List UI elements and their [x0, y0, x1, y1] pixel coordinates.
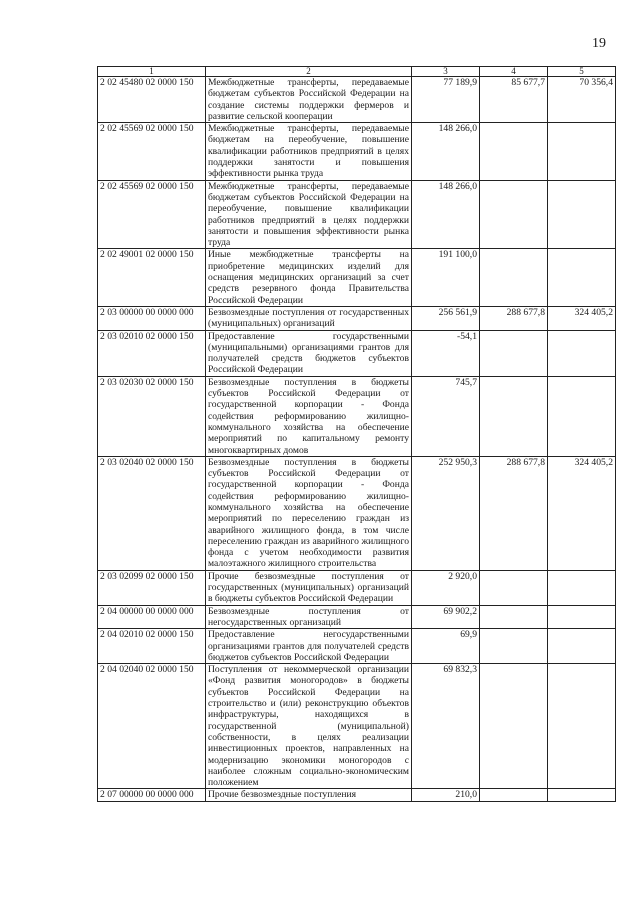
header-col-2: 2	[206, 67, 412, 77]
revenue-name: Безвозмездные поступления в бюджеты субъектов Российской Федерации от государственной корпорации - Фонда содействия реформированию жилищно-коммунального хозяйства на обеспечение мероприятий по переселению граждан из аварийного жилищного фонда, в том числе переселению граждан из аварийного жилищного фонда с учетом необходимости развития малоэтажного жилищного строительства	[206, 456, 412, 570]
header-col-5: 5	[548, 67, 616, 77]
amount-col-5	[548, 249, 616, 306]
revenue-code: 2 03 02010 02 0000 150	[98, 330, 206, 376]
table-header-row	[98, 67, 616, 77]
revenue-name: Иные межбюджетные трансферты на приобретение медицинских изделий для оснащения медицинских организаций за счет средств резервного фонда Правительства Российской Федерации	[206, 249, 412, 306]
amount-col-3: 210,0	[412, 789, 480, 801]
revenue-name: Безвозмездные поступления от негосударственных организаций	[206, 605, 412, 629]
revenue-name: Безвозмездные поступления в бюджеты субъектов Российской Федерации от государственной корпорации - Фонда содействия реформированию жилищно-коммунального хозяйства на обеспечение мероприятий по капитальному ремонту многоквартирных домов	[206, 376, 412, 456]
revenue-code: 2 03 02099 02 0000 150	[98, 570, 206, 605]
revenue-code: 2 03 02030 02 0000 150	[98, 376, 206, 456]
revenue-name: Поступления от некоммерческой организации «Фонд развития моногородов» в бюджеты субъектов Российской Федерации на строительство и (или) реконструкцию объектов инфраструктуры, находящихся в государственной (муниципальной) собственности, в целях реализации инвестиционных проектов, направленных на модернизацию экономики моногородов с наиболее сложным социально-экономическим положением	[206, 664, 412, 789]
revenue-code: 2 04 00000 00 0000 000	[98, 605, 206, 629]
header-col-3: 3	[412, 67, 480, 77]
amount-col-4	[480, 330, 548, 376]
table-row	[98, 570, 616, 605]
revenue-name: Предоставление государственными (муниципальными) организациями грантов для получателей средств бюджетов субъектов Российской Федерации	[206, 330, 412, 376]
table-row	[98, 77, 616, 123]
amount-col-4	[480, 605, 548, 629]
table-row	[98, 664, 616, 789]
revenue-code: 2 03 00000 00 0000 000	[98, 306, 206, 330]
table-row	[98, 789, 616, 801]
amount-col-4: 85 677,7	[480, 77, 548, 123]
revenue-code: 2 02 45480 02 0000 150	[98, 77, 206, 123]
revenue-code: 2 02 49001 02 0000 150	[98, 249, 206, 306]
amount-col-5	[548, 376, 616, 456]
amount-col-5	[548, 605, 616, 629]
header-col-1: 1	[98, 67, 206, 77]
table-row	[98, 180, 616, 249]
budget-revenue-table	[97, 66, 616, 802]
page-number: 19	[592, 36, 606, 51]
revenue-name: Прочие безвозмездные поступления	[206, 789, 412, 801]
amount-col-3: 69 902,2	[412, 605, 480, 629]
revenue-name: Межбюджетные трансферты, передаваемые бюджетам субъектов Российской Федерации на создание системы поддержки фермеров и развитие сельской кооперации	[206, 77, 412, 123]
amount-col-4	[480, 629, 548, 664]
amount-col-3: 191 100,0	[412, 249, 480, 306]
amount-col-3: 2 920,0	[412, 570, 480, 605]
amount-col-5	[548, 123, 616, 180]
amount-col-3: -54,1	[412, 330, 480, 376]
amount-col-5	[548, 629, 616, 664]
amount-col-5	[548, 789, 616, 801]
revenue-name: Предоставление негосударственными организациями грантов для получателей средств бюджетов субъектов Российской Федерации	[206, 629, 412, 664]
revenue-name: Межбюджетные трансферты, передаваемые бюджетам на переобучение, повышение квалификации работников предприятий в целях поддержки занятости и повышения эффективности рынка труда	[206, 123, 412, 180]
amount-col-3: 69 832,3	[412, 664, 480, 789]
amount-col-3: 256 561,9	[412, 306, 480, 330]
amount-col-4	[480, 123, 548, 180]
revenue-code: 2 04 02040 02 0000 150	[98, 664, 206, 789]
revenue-code: 2 07 00000 00 0000 000	[98, 789, 206, 801]
amount-col-5	[548, 180, 616, 249]
table-row	[98, 605, 616, 629]
amount-col-3: 745,7	[412, 376, 480, 456]
revenue-name: Прочие безвозмездные поступления от государственных (муниципальных) организаций в бюджеты субъектов Российской Федерации	[206, 570, 412, 605]
amount-col-5: 70 356,4	[548, 77, 616, 123]
amount-col-4: 288 677,8	[480, 456, 548, 570]
amount-col-4	[480, 376, 548, 456]
amount-col-3: 69,9	[412, 629, 480, 664]
header-col-4: 4	[480, 67, 548, 77]
table-row	[98, 123, 616, 180]
revenue-code: 2 02 45569 02 0000 150	[98, 123, 206, 180]
amount-col-5	[548, 330, 616, 376]
amount-col-5: 324 405,2	[548, 306, 616, 330]
amount-col-3: 77 189,9	[412, 77, 480, 123]
amount-col-4	[480, 180, 548, 249]
amount-col-5	[548, 664, 616, 789]
amount-col-4	[480, 570, 548, 605]
table-row	[98, 456, 616, 570]
amount-col-3: 148 266,0	[412, 180, 480, 249]
amount-col-4	[480, 789, 548, 801]
revenue-code: 2 03 02040 02 0000 150	[98, 456, 206, 570]
amount-col-5: 324 405,2	[548, 456, 616, 570]
revenue-name: Безвозмездные поступления от государственных (муниципальных) организаций	[206, 306, 412, 330]
table-row	[98, 330, 616, 376]
revenue-code: 2 02 45569 02 0000 150	[98, 180, 206, 249]
amount-col-4	[480, 664, 548, 789]
amount-col-3: 148 266,0	[412, 123, 480, 180]
revenue-name: Межбюджетные трансферты, передаваемые бюджетам субъектов Российской Федерации на переобучение, повышение квалификации работников предприятий в целях поддержки занятости и повышения эффективности рынка труда	[206, 180, 412, 249]
table-row	[98, 376, 616, 456]
revenue-code: 2 04 02010 02 0000 150	[98, 629, 206, 664]
table-row	[98, 306, 616, 330]
table-row	[98, 249, 616, 306]
amount-col-4	[480, 249, 548, 306]
amount-col-5	[548, 570, 616, 605]
amount-col-4: 288 677,8	[480, 306, 548, 330]
amount-col-3: 252 950,3	[412, 456, 480, 570]
table-row	[98, 629, 616, 664]
